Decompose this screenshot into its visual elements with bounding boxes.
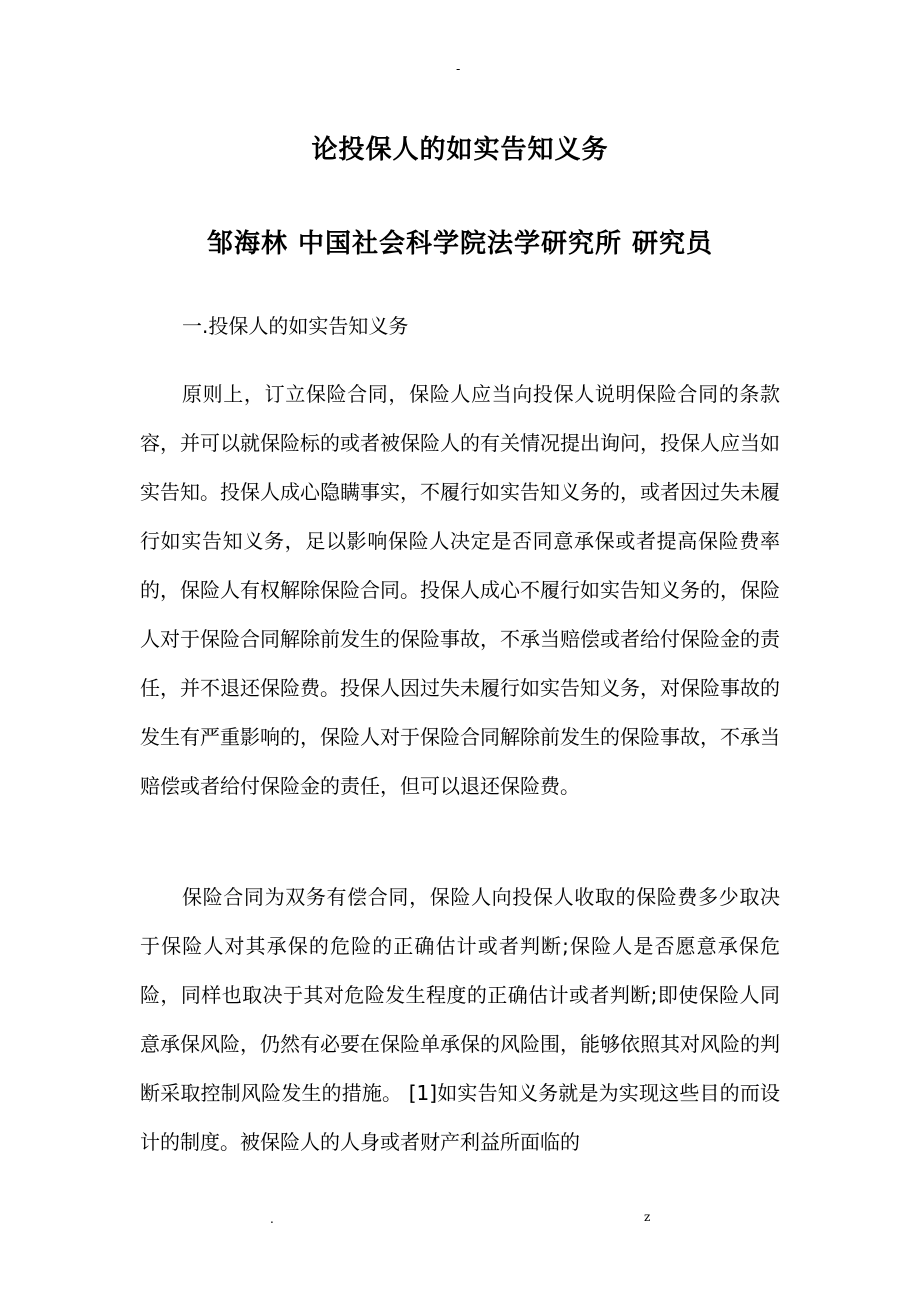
paragraph: 保险合同为双务有偿合同，保险人向投保人收取的保险费多少取决于保险人对其承保的危险的正确估计或者判断;保险人是否愿意承保危险，同样也取决于其对危险发生程度的正确估计或者判断;即使保险人同意承保风险，仍然有必要在保险单承保的风险围，能够依照其对风险的判断采取控制风险发生的措施。 [1]如实告知义务就是为实现这些目的而设计的制度。被保险人的人身或者财产利益所面临的 [140,885,780,1154]
footer-right-mark: z [644,1210,651,1224]
section-heading: 一.投保人的如实告知义务 [182,314,409,338]
paragraph: 原则上，订立保险合同，保险人应当向投保人说明保险合同的条款容，并可以就保险标的或者被保险人的有关情况提出询问，投保人应当如实告知。投保人成心隐瞒事实，不履行如实告知义务的，或者因过失未履行如实告知义务，足以影响保险人决定是否同意承保或者提高保险费率的，保险人有权解除保险合同。投保人成心不履行如实告知义务的，保险人对于保险合同解除前发生的保险事故，不承当赔偿或者给付保险金的责任，并不退还保险费。投保人因过失未履行如实告知义务，对保险事故的发生有严重影响的，保险人对于保险合同解除前发生的保险事故，不承当赔偿或者给付保险金的责任，但可以退还保险费。 [140,382,780,798]
document-title: 论投保人的如实告知义务 [311,135,609,165]
footer-left-mark: . [270,1212,274,1226]
header-mark: - [456,62,461,76]
author-line: 邹海林 中国社会科学院法学研究所 研究员 [206,229,714,259]
